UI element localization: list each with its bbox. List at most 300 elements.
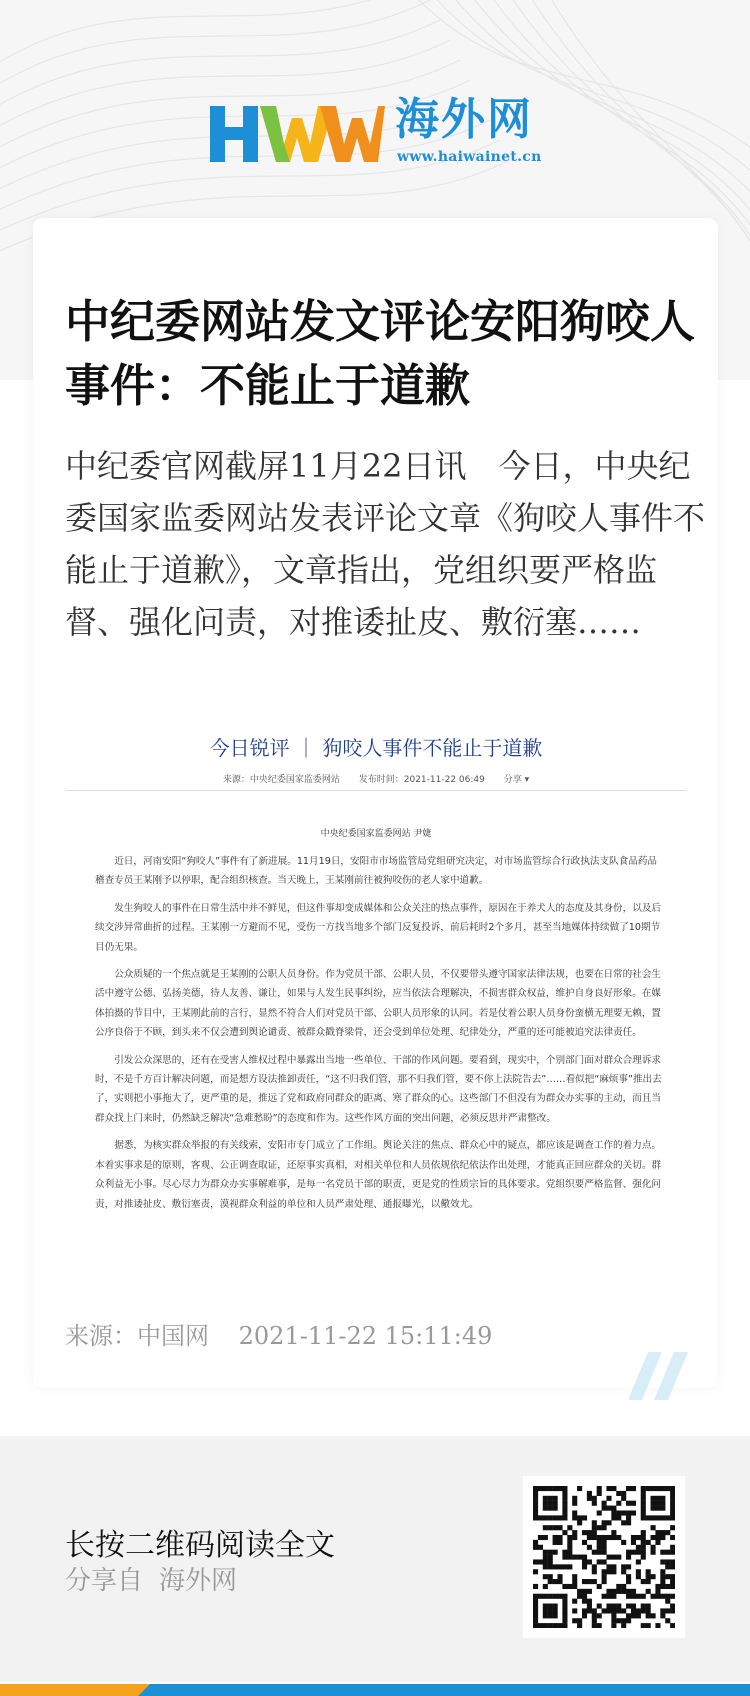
qr-module <box>651 1594 656 1599</box>
qr-module <box>533 1594 538 1599</box>
qr-module <box>587 1535 592 1540</box>
qr-module <box>660 1574 665 1579</box>
qr-module <box>553 1579 558 1584</box>
qr-module <box>660 1569 665 1574</box>
qr-module <box>621 1584 626 1589</box>
embedded-author: 中央纪委国家监委网站 尹婕 <box>320 829 432 839</box>
qr-module <box>538 1515 543 1520</box>
qr-module <box>597 1491 602 1496</box>
qr-module <box>646 1589 651 1594</box>
embedded-paragraph: 引发公众深思的，还有在受害人维权过程中暴露出当地一些单位、干部的作风问题。要看到，现实中，个别部门面对群众合理诉求时，不是千方百计解决问题，而是想方设法推卸责任，“这不归我们管，那不归我们管，要不你上法院告去”……看似把“麻烦事”推出去了，实则把小事拖大了，更严重的是，推远了党和政府同群众的距离、寒了群众的心。这些部门不但没有为群众办实事的主动，而且当群众找上门来时，仍然缺乏解决“急难愁盼”的态度和作为。这些作风方面的突出问题，必须反思并严肃整改。 <box>95 1054 662 1124</box>
qr-module <box>611 1555 616 1560</box>
qr-module <box>636 1535 641 1540</box>
qr-module <box>592 1550 597 1555</box>
qr-module <box>553 1623 558 1628</box>
embedded-share: 分享 ▾ <box>503 775 530 785</box>
qr-module <box>592 1569 597 1574</box>
qr-module <box>631 1510 636 1515</box>
qr-module <box>616 1555 621 1560</box>
qr-module <box>636 1569 641 1574</box>
qr-module <box>606 1506 611 1511</box>
qr-module <box>548 1594 553 1599</box>
qr-module <box>538 1535 543 1540</box>
qr-module <box>562 1594 567 1599</box>
qr-module <box>641 1506 646 1511</box>
qr-module <box>660 1594 665 1599</box>
qr-module <box>553 1594 558 1599</box>
qr-module <box>655 1584 660 1589</box>
qr-module <box>611 1604 616 1609</box>
qr-module <box>611 1618 616 1623</box>
qr-module <box>582 1579 587 1584</box>
qr-module <box>641 1604 646 1609</box>
qr-module <box>553 1515 558 1520</box>
qr-module <box>651 1515 656 1520</box>
qr-module <box>533 1569 538 1574</box>
qr-module <box>553 1550 558 1555</box>
qr-module <box>621 1520 626 1525</box>
qr-module <box>538 1623 543 1628</box>
qr-module <box>655 1530 660 1535</box>
qr-module <box>567 1584 572 1589</box>
qr-module <box>651 1550 656 1555</box>
qr-module <box>592 1564 597 1569</box>
qr-module <box>587 1491 592 1496</box>
qr-module <box>626 1510 631 1515</box>
qr-module <box>660 1501 665 1506</box>
qr-module <box>553 1525 558 1530</box>
qr-module <box>611 1506 616 1511</box>
qr-module <box>548 1579 553 1584</box>
qr-module <box>621 1564 626 1569</box>
qr-module <box>533 1584 538 1589</box>
qr-module <box>660 1486 665 1491</box>
qr-module <box>553 1608 558 1613</box>
qr-module <box>557 1540 562 1545</box>
qr-module <box>572 1608 577 1613</box>
qr-module <box>577 1618 582 1623</box>
qr-module <box>621 1608 626 1613</box>
qr-module <box>602 1501 607 1506</box>
qr-module <box>533 1510 538 1515</box>
qr-module <box>670 1491 675 1496</box>
qr-module <box>616 1510 621 1515</box>
slash-decoration-icon <box>628 1352 692 1400</box>
read-full-cta: 长按二维码阅读全文 <box>65 1528 335 1563</box>
qr-module <box>557 1525 562 1530</box>
qr-module <box>670 1501 675 1506</box>
qr-module <box>606 1535 611 1540</box>
qr-module <box>626 1555 631 1560</box>
qr-module <box>616 1535 621 1540</box>
qr-module <box>626 1574 631 1579</box>
qr-module <box>631 1535 636 1540</box>
qr-module <box>611 1515 616 1520</box>
qr-module <box>543 1486 548 1491</box>
qr-module <box>641 1550 646 1555</box>
qr-module <box>582 1599 587 1604</box>
qr-module <box>543 1525 548 1530</box>
qr-module <box>548 1525 553 1530</box>
qr-module <box>602 1550 607 1555</box>
qr-module <box>587 1608 592 1613</box>
qr-module <box>587 1545 592 1550</box>
qr-module <box>670 1486 675 1491</box>
qr-module <box>592 1613 597 1618</box>
qr-module <box>626 1579 631 1584</box>
qr-module <box>562 1506 567 1511</box>
qr-module <box>611 1486 616 1491</box>
qr-module <box>543 1608 548 1613</box>
qr-module <box>670 1559 675 1564</box>
qr-module <box>567 1555 572 1560</box>
qr-module <box>626 1613 631 1618</box>
qr-module <box>562 1555 567 1560</box>
qr-module <box>562 1491 567 1496</box>
qr-module <box>670 1579 675 1584</box>
qr-module <box>670 1604 675 1609</box>
qr-module <box>572 1574 577 1579</box>
qr-module <box>582 1608 587 1613</box>
qr-module <box>597 1510 602 1515</box>
embedded-meta <box>65 772 687 785</box>
qr-module <box>626 1564 631 1569</box>
qr-module <box>655 1515 660 1520</box>
qr-module <box>616 1501 621 1506</box>
qr-module <box>651 1545 656 1550</box>
qr-module <box>641 1515 646 1520</box>
qr-module <box>548 1506 553 1511</box>
share-site: 海外网 <box>159 1566 238 1596</box>
qr-module <box>582 1540 587 1545</box>
qr-module <box>548 1613 553 1618</box>
qr-module <box>543 1515 548 1520</box>
embedded-paragraph: 据悉，为核实群众举报的有关线索，安阳市专门成立了工作组。舆论关注的焦点、群众心中的疑点，都应该是调查工作的着力点。本着实事求是的原则，客观、公正调查取证，还原事实真相，对相关单位和人员依规依纪依法作出处理，才能真正回应群众的关切。群众利益无小事。尽心尽力为群众办实事解难事，是每一名党员干部的职责，更是党的性质宗旨的具体要求。党组织要严格监督、强化问责，对推诿扯皮、敷衍塞责，漠视群众利益的单位和人员严肃处理、通报曝光，以儆效尤。 <box>95 1140 662 1210</box>
qr-module <box>611 1594 616 1599</box>
qr-module <box>577 1594 582 1599</box>
qr-module <box>651 1525 656 1530</box>
logo-chinese-name: 海外网 <box>395 94 533 145</box>
qr-module <box>602 1579 607 1584</box>
qr-module <box>543 1559 548 1564</box>
qr-module <box>611 1535 616 1540</box>
qr-module <box>562 1550 567 1555</box>
qr-module <box>543 1564 548 1569</box>
qr-module <box>567 1550 572 1555</box>
qr-module <box>587 1530 592 1535</box>
qr-module <box>597 1559 602 1564</box>
qr-module <box>548 1486 553 1491</box>
qr-module <box>597 1623 602 1628</box>
qr-module <box>670 1564 675 1569</box>
qr-module <box>641 1540 646 1545</box>
qr-module <box>626 1501 631 1506</box>
qr-module <box>670 1515 675 1520</box>
qr-module <box>655 1486 660 1491</box>
qr-module <box>670 1535 675 1540</box>
embedded-paragraph: 发生狗咬人的事件在日常生活中并不鲜见，但这件事却变成媒体和公众关注的热点事件，原因在于养犬人的态度及其身份，以及后续交涉异常曲折的过程。王某刚一方避而不见，受伤一方找当地多个部门反复投诉，前后耗时2个多月，甚至当地媒体持续做了10期节目仍无果。 <box>95 902 662 953</box>
qr-module <box>646 1540 651 1545</box>
qr-module <box>533 1491 538 1496</box>
qr-module <box>557 1623 562 1628</box>
qr-module <box>553 1486 558 1491</box>
qr-module <box>572 1496 577 1501</box>
qr-module <box>655 1623 660 1628</box>
qr-module <box>533 1486 538 1491</box>
qr-module <box>670 1510 675 1515</box>
qr-module <box>597 1545 602 1550</box>
qr-module <box>592 1623 597 1628</box>
qr-module <box>592 1530 597 1535</box>
qr-module <box>606 1564 611 1569</box>
qr-module <box>606 1520 611 1525</box>
qr-module <box>646 1515 651 1520</box>
qr-module <box>631 1486 636 1491</box>
qr-module <box>631 1589 636 1594</box>
qr-module <box>548 1555 553 1560</box>
qr-module <box>641 1594 646 1599</box>
qr-module <box>670 1545 675 1550</box>
qr-module <box>562 1496 567 1501</box>
qr-module <box>582 1530 587 1535</box>
qr-module <box>646 1623 651 1628</box>
qr-module <box>636 1613 641 1618</box>
qr-module <box>670 1525 675 1530</box>
qr-module <box>606 1496 611 1501</box>
qr-module <box>577 1486 582 1491</box>
qr-module <box>641 1491 646 1496</box>
qr-module <box>533 1618 538 1623</box>
qr-module <box>548 1564 553 1569</box>
article-screenshot <box>65 720 687 1275</box>
qr-module <box>567 1564 572 1569</box>
qr-module <box>577 1515 582 1520</box>
qr-module <box>553 1501 558 1506</box>
qr-module <box>660 1530 665 1535</box>
qr-module <box>670 1550 675 1555</box>
qr-module <box>641 1623 646 1628</box>
embedded-time: 发布时间：2021-11-22 06:49 <box>358 775 485 785</box>
qr-module <box>665 1594 670 1599</box>
qr-module <box>626 1550 631 1555</box>
qr-module <box>562 1564 567 1569</box>
qr-module <box>626 1594 631 1599</box>
qr-module <box>538 1545 543 1550</box>
qr-module <box>572 1555 577 1560</box>
qr-module <box>641 1535 646 1540</box>
qr-module <box>670 1506 675 1511</box>
qr-module <box>602 1569 607 1574</box>
share-from <box>65 1560 253 1597</box>
qr-module <box>646 1613 651 1618</box>
embedded-body <box>95 852 663 1222</box>
qr-module <box>606 1604 611 1609</box>
qr-module <box>646 1486 651 1491</box>
qr-module <box>562 1530 567 1535</box>
qr-module <box>548 1501 553 1506</box>
qr-module <box>543 1496 548 1501</box>
qr-module <box>665 1550 670 1555</box>
qr-module <box>572 1510 577 1515</box>
qr-module <box>562 1613 567 1618</box>
qr-module <box>626 1520 631 1525</box>
qr-module <box>533 1608 538 1613</box>
qr-module <box>543 1501 548 1506</box>
qr-module <box>548 1559 553 1564</box>
qr-module <box>641 1545 646 1550</box>
qr-module <box>636 1550 641 1555</box>
qr-module <box>611 1564 616 1569</box>
qr-module <box>651 1535 656 1540</box>
qr-module <box>660 1535 665 1540</box>
qr-module <box>592 1496 597 1501</box>
qr-module <box>572 1618 577 1623</box>
share-prefix: 分享自 <box>65 1566 144 1596</box>
qr-module <box>641 1486 646 1491</box>
qr-module <box>533 1506 538 1511</box>
qr-module <box>538 1559 543 1564</box>
qr-module <box>641 1510 646 1515</box>
qr-module <box>548 1550 553 1555</box>
qr-module <box>557 1594 562 1599</box>
qr-module <box>621 1510 626 1515</box>
qr-module <box>577 1520 582 1525</box>
qr-module <box>651 1486 656 1491</box>
qr-module <box>553 1564 558 1569</box>
qr-module <box>646 1574 651 1579</box>
qr-module <box>636 1545 641 1550</box>
qr-module <box>626 1604 631 1609</box>
qr-module <box>621 1496 626 1501</box>
qr-module <box>651 1613 656 1618</box>
qr-module <box>597 1604 602 1609</box>
qr-module <box>602 1608 607 1613</box>
qr-module <box>646 1569 651 1574</box>
qr-module <box>572 1599 577 1604</box>
qr-module <box>582 1589 587 1594</box>
qr-module <box>543 1613 548 1618</box>
qr-module <box>665 1559 670 1564</box>
qr-module <box>670 1594 675 1599</box>
qr-module <box>553 1604 558 1609</box>
qr-module <box>538 1594 543 1599</box>
qr-module <box>533 1545 538 1550</box>
qr-module <box>543 1535 548 1540</box>
qr-module <box>621 1540 626 1545</box>
qr-module <box>636 1559 641 1564</box>
qr-module <box>567 1545 572 1550</box>
qr-module <box>641 1579 646 1584</box>
qr-module <box>533 1613 538 1618</box>
qr-module <box>557 1515 562 1520</box>
qr-module <box>626 1486 631 1491</box>
qr-module <box>592 1608 597 1613</box>
source-label: 来源：中国网 <box>65 1322 209 1350</box>
qr-module <box>606 1589 611 1594</box>
qr-module <box>655 1589 660 1594</box>
embedded-paragraph: 近日，河南安阳“狗咬人”事件有了新进展。11月19日，安阳市市场监管局党组研究决定，对市场监管综合行政执法支队食品药品稽查专员王某刚予以停职，配合组织核查。当天晚上，王某刚前往被狗咬伤的老人家中道歉。 <box>95 856 658 887</box>
qr-module <box>582 1555 587 1560</box>
qr-module <box>548 1574 553 1579</box>
qr-module <box>660 1579 665 1584</box>
qr-module <box>616 1608 621 1613</box>
qr-module <box>665 1574 670 1579</box>
qr-module <box>592 1579 597 1584</box>
qr-module <box>572 1515 577 1520</box>
qr-module <box>597 1584 602 1589</box>
qr-module <box>655 1535 660 1540</box>
qr-module <box>646 1604 651 1609</box>
qr-module <box>670 1608 675 1613</box>
qr-module <box>621 1618 626 1623</box>
qr-module <box>577 1589 582 1594</box>
qr-module <box>611 1510 616 1515</box>
qr-module <box>582 1515 587 1520</box>
qr-module <box>670 1584 675 1589</box>
qr-module <box>660 1506 665 1511</box>
qr-module <box>572 1579 577 1584</box>
qr-module <box>631 1604 636 1609</box>
qr-module <box>641 1555 646 1560</box>
qr-module <box>606 1594 611 1599</box>
qr-module <box>665 1486 670 1491</box>
qr-module <box>548 1623 553 1628</box>
qr-module <box>631 1594 636 1599</box>
qr-module <box>660 1559 665 1564</box>
qr-module <box>562 1623 567 1628</box>
qr-module <box>567 1535 572 1540</box>
qr-module <box>636 1574 641 1579</box>
qr-module <box>641 1501 646 1506</box>
qr-module <box>665 1515 670 1520</box>
qr-module <box>548 1515 553 1520</box>
qr-module <box>651 1574 656 1579</box>
qr-module <box>611 1569 616 1574</box>
qr-module <box>621 1589 626 1594</box>
article-summary: 中纪委官网截屏11月22日讯 今日，中央纪委国家监委网站发表评论文章《狗咬人事件不能止于道歉》，文章指出，党组织要严格监督、强化问责，对推诿扯皮、敷衍塞…… <box>65 447 706 641</box>
qr-module <box>660 1613 665 1618</box>
qr-module <box>626 1618 631 1623</box>
qr-module <box>626 1515 631 1520</box>
qr-module <box>606 1608 611 1613</box>
source-datetime: 2021-11-22 15:11:49 <box>238 1322 493 1350</box>
qr-module <box>557 1579 562 1584</box>
qr-module <box>543 1594 548 1599</box>
divider <box>65 790 687 791</box>
qr-module <box>660 1496 665 1501</box>
qr-module <box>543 1506 548 1511</box>
qr-module <box>602 1520 607 1525</box>
qr-module <box>533 1599 538 1604</box>
qr-code[interactable] <box>523 1476 685 1638</box>
qr-module <box>602 1535 607 1540</box>
qr-module <box>538 1486 543 1491</box>
qr-module <box>606 1486 611 1491</box>
qr-module <box>597 1550 602 1555</box>
qr-module <box>533 1559 538 1564</box>
qr-module <box>631 1501 636 1506</box>
qr-module <box>577 1623 582 1628</box>
qr-module <box>562 1604 567 1609</box>
qr-module <box>641 1496 646 1501</box>
qr-module <box>597 1613 602 1618</box>
qr-module <box>553 1613 558 1618</box>
qr-module <box>562 1584 567 1589</box>
qr-module <box>670 1623 675 1628</box>
article-headline: 中纪委网站发文评论安阳狗咬人事件：不能止于道歉 <box>65 295 696 412</box>
qr-module <box>602 1545 607 1550</box>
qr-module <box>597 1535 602 1540</box>
